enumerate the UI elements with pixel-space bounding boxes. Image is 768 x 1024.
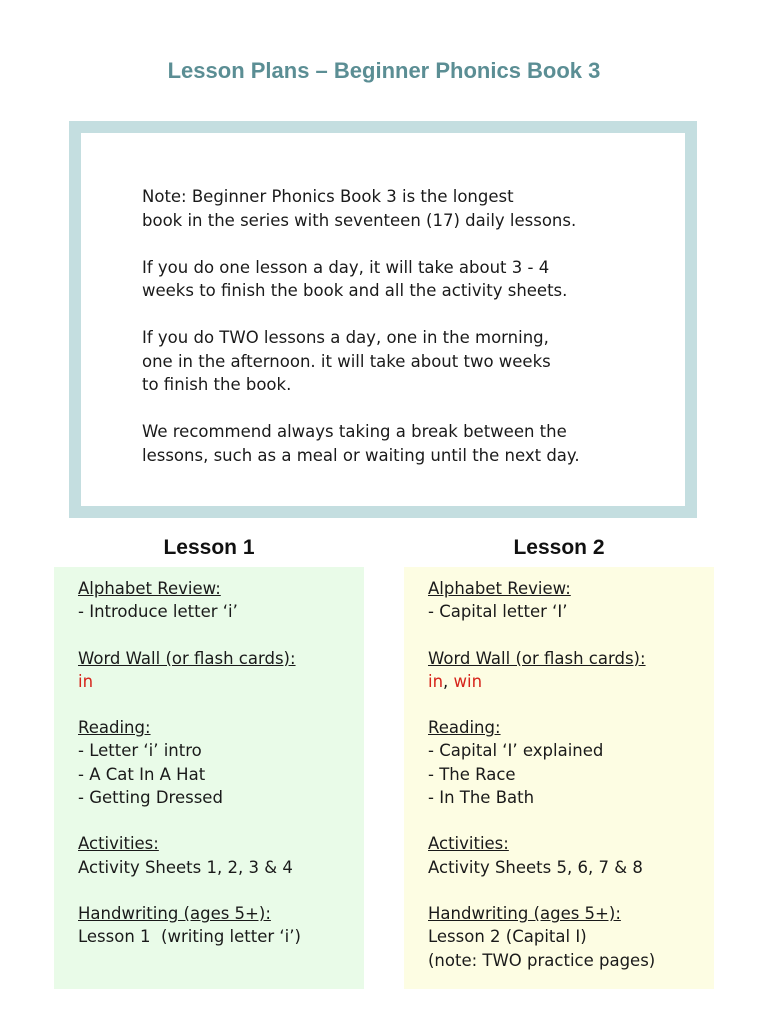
word-wall-words — [78, 670, 364, 693]
note-frame — [69, 121, 697, 518]
word-wall-heading: Word Wall (or flash cards): — [428, 648, 646, 668]
activities-section — [78, 832, 364, 879]
reading-heading: Reading: — [428, 718, 501, 738]
activities-section — [428, 832, 714, 879]
word-wall-word: win — [453, 671, 483, 691]
word-wall-words — [428, 670, 714, 693]
note-box — [81, 133, 685, 506]
handwriting-section — [428, 902, 714, 972]
handwriting-section — [78, 902, 364, 949]
handwriting-heading: Handwriting (ages 5+): — [428, 903, 621, 923]
reading-section — [78, 716, 364, 809]
activities-heading: Activities: — [428, 834, 509, 854]
word-wall-separator: , — [443, 671, 454, 691]
reading-item: - Capital ‘I’ explained — [428, 741, 604, 761]
reading-item: - The Race — [428, 764, 516, 784]
alphabet-review-heading: Alphabet Review: — [78, 579, 221, 598]
reading-item: - In The Bath — [428, 788, 535, 808]
alphabet-review-section — [78, 577, 364, 624]
alphabet-review-item: - Capital letter ‘I’ — [428, 602, 568, 622]
reading-item: - A Cat In A Hat — [78, 764, 206, 784]
word-wall-heading: Word Wall (or flash cards): — [78, 648, 296, 668]
handwriting-item: (note: TWO practice pages) — [428, 950, 656, 970]
handwriting-item: Lesson 2 (Capital I) — [428, 927, 587, 947]
handwriting-heading: Handwriting (ages 5+): — [78, 903, 271, 923]
lesson-2-box — [404, 567, 714, 989]
page-title: Lesson Plans – Beginner Phonics Book 3 — [167, 58, 601, 83]
note-paragraph-one-lesson: If you do one lesson a day, it will take about 3 - 4 weeks to finish the book and all the activity sheets. — [142, 257, 568, 300]
word-wall-word: in — [78, 671, 94, 691]
activities-item: Activity Sheets 1, 2, 3 & 4 — [78, 857, 293, 877]
handwriting-item: Lesson 1 (writing letter ‘i’) — [78, 927, 301, 947]
alphabet-review-item: - Introduce letter ‘i’ — [78, 602, 238, 622]
alphabet-review-heading: Alphabet Review: — [428, 579, 571, 598]
reading-item: - Getting Dressed — [78, 788, 223, 808]
word-wall-section — [428, 647, 714, 694]
activities-heading: Activities: — [78, 834, 159, 854]
lesson-1-heading: Lesson 1 — [163, 536, 255, 559]
reading-section — [428, 716, 714, 809]
word-wall-word: in — [428, 671, 444, 691]
word-wall-section — [78, 647, 364, 694]
note-paragraph-recommendation: We recommend always taking a break between the lessons, such as a meal or waiting until the next day. — [142, 422, 580, 465]
alphabet-review-section — [428, 577, 714, 624]
reading-item: - Letter ‘i’ intro — [78, 741, 202, 761]
lesson-2-heading: Lesson 2 — [513, 536, 605, 559]
lesson-1-box — [54, 567, 364, 989]
note-paragraph-intro: Note: Beginner Phonics Book 3 is the longest book in the series with seventeen (17) daily lessons. — [142, 187, 577, 230]
activities-item: Activity Sheets 5, 6, 7 & 8 — [428, 857, 643, 877]
note-paragraph-two-lessons: If you do TWO lessons a day, one in the morning, one in the afternoon. it will take about two weeks to finish the book. — [142, 328, 551, 394]
reading-heading: Reading: — [78, 718, 151, 738]
